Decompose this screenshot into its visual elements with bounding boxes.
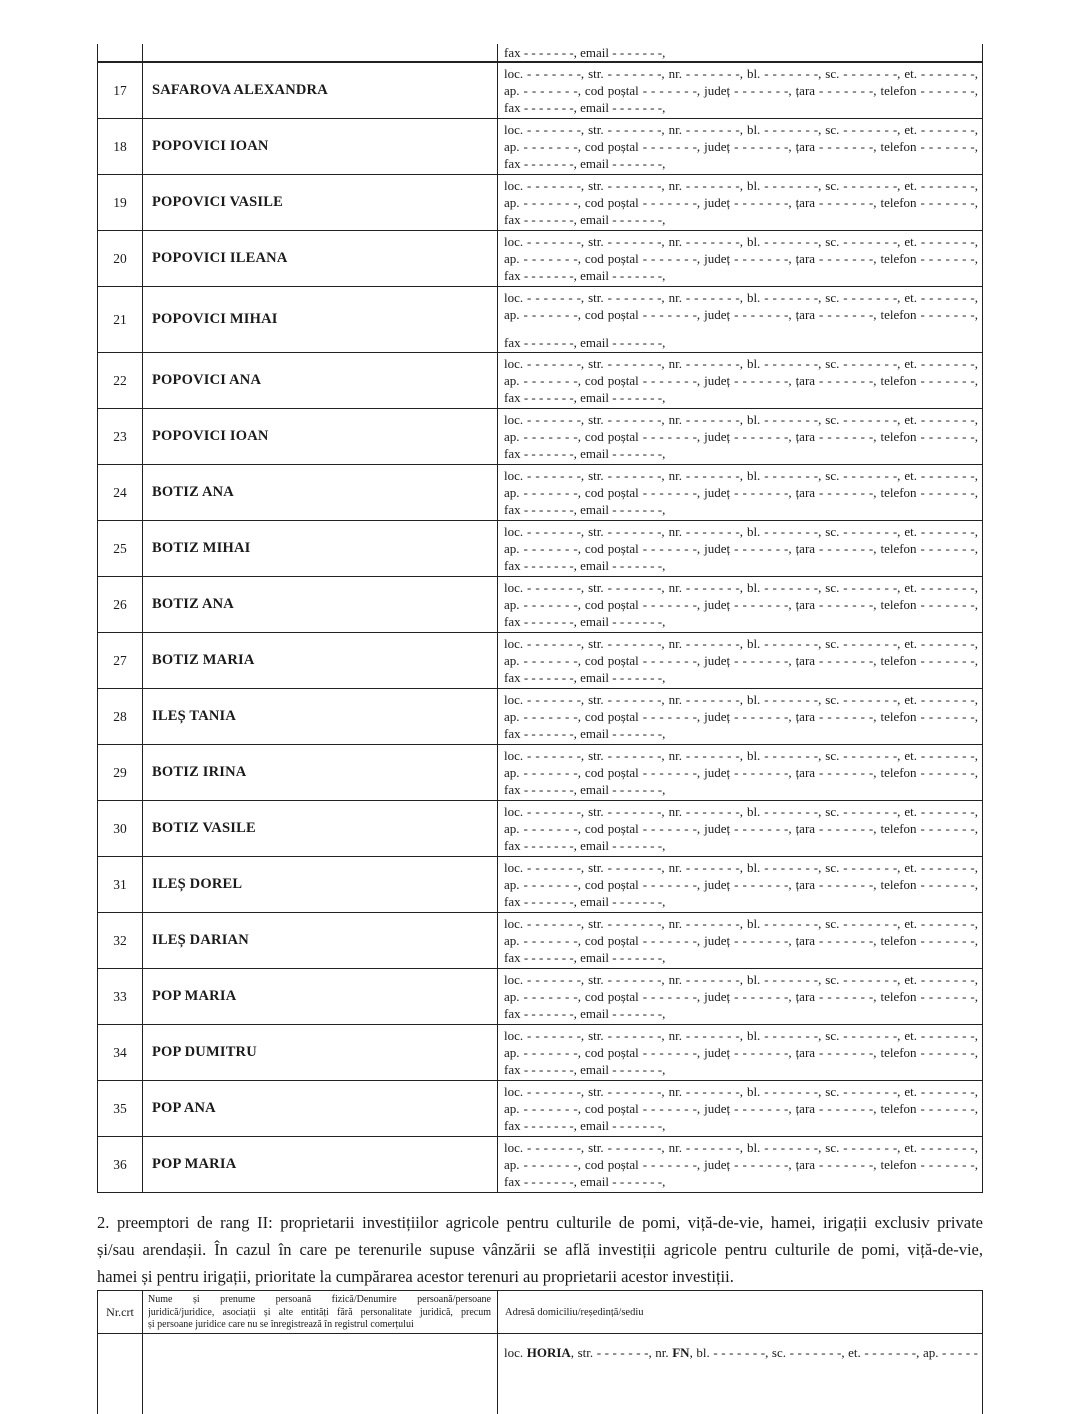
owner-address xyxy=(498,857,983,912)
address-line-1: loc. - - - - - - -, str. - - - - - - -, nr. - - - - - - -, bl. - - - - - - -, sc. - - - - - - -, et. - - - - - - -, xyxy=(504,234,978,249)
address-line-3: fax - - - - - - -, email - - - - - - -, xyxy=(504,1174,666,1189)
preemptor-row xyxy=(97,63,983,119)
address-line-1: loc. - - - - - - -, str. - - - - - - -, nr. - - - - - - -, bl. - - - - - - -, sc. - - - - - - -, et. - - - - - - -, xyxy=(504,1140,978,1155)
preemptor-row xyxy=(97,1137,983,1193)
preemptor-row xyxy=(97,465,983,521)
address-segment: loc. xyxy=(504,1345,527,1360)
address-line-3: fax - - - - - - -, email - - - - - - -, xyxy=(504,838,666,853)
owner-address xyxy=(498,44,983,61)
address-line-3: fax - - - - - - -, email - - - - - - -, xyxy=(504,45,666,60)
row-number: 25 xyxy=(98,521,143,576)
row-number-empty xyxy=(98,1334,143,1414)
paragraph-line: hamei și pentru irigații, prioritate la cumpărarea acestor terenuri au proprietarii acestor investiții. xyxy=(97,1267,734,1286)
address-line-2: ap. - - - - - - -, cod poștal - - - - - - -, județ - - - - - - -, țara - - - - - - -, telefon - - - - - - -, xyxy=(504,485,978,500)
address-line-1: loc. - - - - - - -, str. - - - - - - -, nr. - - - - - - -, bl. - - - - - - -, sc. - - - - - - -, et. - - - - - - -, xyxy=(504,356,978,371)
row-number: 17 xyxy=(98,63,143,118)
owner-name: POPOVICI VASILE xyxy=(143,175,498,230)
preemptor-row xyxy=(97,633,983,689)
address-line-2: ap. - - - - - - -, cod poștal - - - - - - -, județ - - - - - - -, țara - - - - - - -, telefon - - - - - - -, xyxy=(504,1045,978,1060)
address-line-2: ap. - - - - - - -, cod poștal - - - - - - -, județ - - - - - - -, țara - - - - - - -, telefon - - - - - - -, xyxy=(504,877,978,892)
row-number: 26 xyxy=(98,577,143,632)
address-line-3: fax - - - - - - -, email - - - - - - -, xyxy=(504,670,666,685)
address-line-3: fax - - - - - - -, email - - - - - - -, xyxy=(504,268,666,283)
address-line-3: fax - - - - - - -, email - - - - - - -, xyxy=(504,726,666,741)
owner-address xyxy=(498,119,983,174)
owner-name: SAFAROVA ALEXANDRA xyxy=(143,63,498,118)
owner-address xyxy=(498,353,983,408)
address-line-3: fax - - - - - - -, email - - - - - - -, xyxy=(504,1062,666,1077)
address-line-1: loc. - - - - - - -, str. - - - - - - -, nr. - - - - - - -, bl. - - - - - - -, sc. - - - - - - -, et. - - - - - - -, xyxy=(504,289,978,305)
owner-name-empty xyxy=(143,44,498,61)
address-line-3: fax - - - - - - -, email - - - - - - -, xyxy=(504,950,666,965)
address-line-2: ap. - - - - - - -, cod poștal - - - - - - -, județ - - - - - - -, țara - - - - - - -, telefon - - - - - - -, xyxy=(504,306,978,322)
owner-address xyxy=(498,1137,983,1192)
preemptor-row xyxy=(97,801,983,857)
address-line-3: fax - - - - - - -, email - - - - - - -, xyxy=(504,1006,666,1021)
owner-address xyxy=(498,801,983,856)
owner-name: BOTIZ IRINA xyxy=(143,745,498,800)
address-line-1: loc. - - - - - - -, str. - - - - - - -, nr. - - - - - - -, bl. - - - - - - -, sc. - - - - - - -, et. - - - - - - -, xyxy=(504,860,978,875)
owner-name: ILEȘ TANIA xyxy=(143,689,498,744)
rang2-row-1 xyxy=(97,1334,983,1414)
row-number: 24 xyxy=(98,465,143,520)
address-line-1: loc. - - - - - - -, str. - - - - - - -, nr. - - - - - - -, bl. - - - - - - -, sc. - - - - - - -, et. - - - - - - -, xyxy=(504,178,978,193)
preemptor-row xyxy=(97,353,983,409)
row-number: 21 xyxy=(98,287,143,352)
address-line-3: fax - - - - - - -, email - - - - - - -, xyxy=(504,894,666,909)
owner-name: BOTIZ ANA xyxy=(143,465,498,520)
address-line-2: ap. - - - - - - -, cod poștal - - - - - - -, județ - - - - - - -, țara - - - - - - -, telefon - - - - - - -, xyxy=(504,765,978,780)
preemptor-rang1-table xyxy=(97,44,983,1193)
row-number: 35 xyxy=(98,1081,143,1136)
owner-name: POP ANA xyxy=(143,1081,498,1136)
row-number: 19 xyxy=(98,175,143,230)
address-number-value: FN xyxy=(672,1345,690,1360)
preemptor-row xyxy=(97,231,983,287)
preemptor-row xyxy=(97,745,983,801)
owner-address xyxy=(498,913,983,968)
owner-name: BOTIZ MARIA xyxy=(143,633,498,688)
preemptor-rang2-table xyxy=(97,1290,983,1414)
owner-address xyxy=(498,689,983,744)
address-line-1: loc. - - - - - - -, str. - - - - - - -, nr. - - - - - - -, bl. - - - - - - -, sc. - - - - - - -, et. - - - - - - -, xyxy=(504,1028,978,1043)
address-line-2: ap. - - - - - - -, cod poștal - - - - - - -, județ - - - - - - -, țara - - - - - - -, telefon - - - - - - -, xyxy=(504,541,978,556)
owner-address xyxy=(498,969,983,1024)
preemptor-row xyxy=(97,689,983,745)
table-header-row xyxy=(97,1291,983,1334)
row-number: 34 xyxy=(98,1025,143,1080)
owner-address xyxy=(498,409,983,464)
preemptor-row xyxy=(97,1025,983,1081)
address-line-1: loc. - - - - - - -, str. - - - - - - -, nr. - - - - - - -, bl. - - - - - - -, sc. - - - - - - -, et. - - - - - - -, xyxy=(504,972,978,987)
owner-address xyxy=(498,633,983,688)
owner-address xyxy=(498,63,983,118)
preemptor-row xyxy=(97,175,983,231)
owner-name: POPOVICI MIHAI xyxy=(143,287,498,352)
address-segment: , bl. - - - - - - -, sc. - - - - - - -, et. - - - - - - -, ap. - - - - - xyxy=(689,1345,978,1360)
address-line-2: ap. - - - - - - -, cod poștal - - - - - - -, județ - - - - - - -, țara - - - - - - -, telefon - - - - - - -, xyxy=(504,709,978,724)
address-line-3: fax - - - - - - -, email - - - - - - -, xyxy=(504,502,666,517)
row-number: 31 xyxy=(98,857,143,912)
rang2-intro-paragraph xyxy=(97,1209,983,1290)
address-line-2: ap. - - - - - - -, cod poștal - - - - - - -, județ - - - - - - -, țara - - - - - - -, telefon - - - - - - -, xyxy=(504,989,978,1004)
owner-address xyxy=(498,521,983,576)
address-line-1: loc. - - - - - - -, str. - - - - - - -, nr. - - - - - - -, bl. - - - - - - -, sc. - - - - - - -, et. - - - - - - -, xyxy=(504,412,978,427)
address-line-3: fax - - - - - - -, email - - - - - - -, xyxy=(504,558,666,573)
paragraph-line: 2. preemptori de rang II: proprietarii investițiilor agricole pentru culturile de pomi, viță-de-vie, hamei, irigații exclusiv private xyxy=(97,1213,983,1232)
row-number: 18 xyxy=(98,119,143,174)
owner-name: POPOVICI ILEANA xyxy=(143,231,498,286)
preemptor-row xyxy=(97,969,983,1025)
row-number: 36 xyxy=(98,1137,143,1192)
row-number: 27 xyxy=(98,633,143,688)
owner-address xyxy=(498,175,983,230)
address-line-1: loc. - - - - - - -, str. - - - - - - -, nr. - - - - - - -, bl. - - - - - - -, sc. - - - - - - -, et. - - - - - - -, xyxy=(504,524,978,539)
row-number: 28 xyxy=(98,689,143,744)
owner-name: POPOVICI ANA xyxy=(143,353,498,408)
owner-address xyxy=(498,1081,983,1136)
preemptor-row xyxy=(97,521,983,577)
address-line-2: ap. - - - - - - -, cod poștal - - - - - - -, județ - - - - - - -, țara - - - - - - -, telefon - - - - - - -, xyxy=(504,821,978,836)
address-line-2: ap. - - - - - - -, cod poștal - - - - - - -, județ - - - - - - -, țara - - - - - - -, telefon - - - - - - -, xyxy=(504,597,978,612)
owner-name: BOTIZ ANA xyxy=(143,577,498,632)
owner-name-empty xyxy=(143,1334,498,1414)
address-line-2: ap. - - - - - - -, cod poștal - - - - - - -, județ - - - - - - -, țara - - - - - - -, telefon - - - - - - -, xyxy=(504,83,978,98)
owner-address xyxy=(498,287,983,352)
address-line-3: fax - - - - - - -, email - - - - - - -, xyxy=(504,614,666,629)
preemptor-row xyxy=(97,1081,983,1137)
owner-name: POP DUMITRU xyxy=(143,1025,498,1080)
address-line-1: loc. - - - - - - -, str. - - - - - - -, nr. - - - - - - -, bl. - - - - - - -, sc. - - - - - - -, et. - - - - - - -, xyxy=(504,66,978,81)
address-line-1: loc. - - - - - - -, str. - - - - - - -, nr. - - - - - - -, bl. - - - - - - -, sc. - - - - - - -, et. - - - - - - -, xyxy=(504,916,978,931)
row-number: 22 xyxy=(98,353,143,408)
owner-address xyxy=(498,577,983,632)
preemptor-row xyxy=(97,119,983,175)
paragraph-line: și/sau arendașii. În cazul în care pe terenurile supuse vânzării se află investiții agricole pentru culturile de pomi, viță-de-vie, xyxy=(97,1240,983,1259)
row-number: 32 xyxy=(98,913,143,968)
address-line-2: ap. - - - - - - -, cod poștal - - - - - - -, județ - - - - - - -, țara - - - - - - -, telefon - - - - - - -, xyxy=(504,1101,978,1116)
header-line: și persoane juridice care nu se înregistrează în registrul comerțului xyxy=(148,1319,414,1330)
address-line-2: ap. - - - - - - -, cod poștal - - - - - - -, județ - - - - - - -, țara - - - - - - -, telefon - - - - - - -, xyxy=(504,373,978,388)
owner-name: POPOVICI IOAN xyxy=(143,119,498,174)
address-line-2: ap. - - - - - - -, cod poștal - - - - - - -, județ - - - - - - -, țara - - - - - - -, telefon - - - - - - -, xyxy=(504,195,978,210)
address-line-1: loc. - - - - - - -, str. - - - - - - -, nr. - - - - - - -, bl. - - - - - - -, sc. - - - - - - -, et. - - - - - - -, xyxy=(504,122,978,137)
address-line-1: loc. - - - - - - -, str. - - - - - - -, nr. - - - - - - -, bl. - - - - - - -, sc. - - - - - - -, et. - - - - - - -, xyxy=(504,1084,978,1099)
owner-address xyxy=(498,231,983,286)
owner-address xyxy=(498,1334,983,1414)
owner-name: POPOVICI IOAN xyxy=(143,409,498,464)
row-number: 20 xyxy=(98,231,143,286)
address-line-2: ap. - - - - - - -, cod poștal - - - - - - -, județ - - - - - - -, țara - - - - - - -, telefon - - - - - - -, xyxy=(504,653,978,668)
owner-address xyxy=(498,745,983,800)
address-line-1: loc. - - - - - - -, str. - - - - - - -, nr. - - - - - - -, bl. - - - - - - -, sc. - - - - - - -, et. - - - - - - -, xyxy=(504,804,978,819)
address-line-3: fax - - - - - - -, email - - - - - - -, xyxy=(504,156,666,171)
header-line: juridică/juridice, asociații și alte entități fără personalitate juridică, precum xyxy=(148,1306,491,1318)
table-rows-container xyxy=(97,63,983,1193)
address-line-2: ap. - - - - - - -, cod poștal - - - - - - -, județ - - - - - - -, țara - - - - - - -, telefon - - - - - - -, xyxy=(504,933,978,948)
address-line-1 xyxy=(504,1344,978,1361)
owner-name: POP MARIA xyxy=(143,1137,498,1192)
row-number: 30 xyxy=(98,801,143,856)
address-line-1: loc. - - - - - - -, str. - - - - - - -, nr. - - - - - - -, bl. - - - - - - -, sc. - - - - - - -, et. - - - - - - -, xyxy=(504,468,978,483)
address-line-3: fax - - - - - - -, email - - - - - - -, xyxy=(504,100,666,115)
address-line-1: loc. - - - - - - -, str. - - - - - - -, nr. - - - - - - -, bl. - - - - - - -, sc. - - - - - - -, et. - - - - - - -, xyxy=(504,580,978,595)
preemptor-row xyxy=(97,287,983,353)
header-address-column: Adresă domiciliu/reședință/sediu xyxy=(498,1291,983,1333)
address-line-3: fax - - - - - - -, email - - - - - - -, xyxy=(504,782,666,797)
address-line-1: loc. - - - - - - -, str. - - - - - - -, nr. - - - - - - -, bl. - - - - - - -, sc. - - - - - - -, et. - - - - - - -, xyxy=(504,748,978,763)
owner-name: BOTIZ MIHAI xyxy=(143,521,498,576)
preemptor-row xyxy=(97,857,983,913)
address-segment: , str. - - - - - - -, nr. xyxy=(570,1345,673,1360)
owner-address xyxy=(498,1025,983,1080)
address-line-2: ap. - - - - - - -, cod poștal - - - - - - -, județ - - - - - - -, țara - - - - - - -, telefon - - - - - - -, xyxy=(504,1157,978,1172)
document-body xyxy=(97,44,983,1414)
header-nr-crt: Nr.crt xyxy=(98,1291,143,1333)
preemptor-row xyxy=(97,577,983,633)
address-locality-value: HORIA xyxy=(526,1345,571,1360)
carryover-row xyxy=(97,44,983,63)
address-line-2: ap. - - - - - - -, cod poștal - - - - - - -, județ - - - - - - -, țara - - - - - - -, telefon - - - - - - -, xyxy=(504,251,978,266)
header-name-column xyxy=(143,1291,498,1333)
owner-name: BOTIZ VASILE xyxy=(143,801,498,856)
owner-address xyxy=(498,465,983,520)
row-number: 29 xyxy=(98,745,143,800)
address-line-2: ap. - - - - - - -, cod poștal - - - - - - -, județ - - - - - - -, țara - - - - - - -, telefon - - - - - - -, xyxy=(504,139,978,154)
address-line-3: fax - - - - - - -, email - - - - - - -, xyxy=(504,212,666,227)
address-line-3: fax - - - - - - -, email - - - - - - -, xyxy=(504,334,666,350)
row-number: 33 xyxy=(98,969,143,1024)
address-line-1: loc. - - - - - - -, str. - - - - - - -, nr. - - - - - - -, bl. - - - - - - -, sc. - - - - - - -, et. - - - - - - -, xyxy=(504,692,978,707)
address-line-2: ap. - - - - - - -, cod poștal - - - - - - -, județ - - - - - - -, țara - - - - - - -, telefon - - - - - - -, xyxy=(504,429,978,444)
row-number-empty xyxy=(98,44,143,61)
owner-name: POP MARIA xyxy=(143,969,498,1024)
preemptor-row xyxy=(97,409,983,465)
preemptor-row xyxy=(97,913,983,969)
row-number: 23 xyxy=(98,409,143,464)
address-line-3: fax - - - - - - -, email - - - - - - -, xyxy=(504,390,666,405)
owner-name: ILEȘ DARIAN xyxy=(143,913,498,968)
header-line: Nume și prenume persoană fizică/Denumire persoană/persoane xyxy=(148,1294,491,1305)
address-line-3: fax - - - - - - -, email - - - - - - -, xyxy=(504,1118,666,1133)
address-line-3: fax - - - - - - -, email - - - - - - -, xyxy=(504,446,666,461)
owner-name: ILEȘ DOREL xyxy=(143,857,498,912)
address-line-1: loc. - - - - - - -, str. - - - - - - -, nr. - - - - - - -, bl. - - - - - - -, sc. - - - - - - -, et. - - - - - - -, xyxy=(504,636,978,651)
